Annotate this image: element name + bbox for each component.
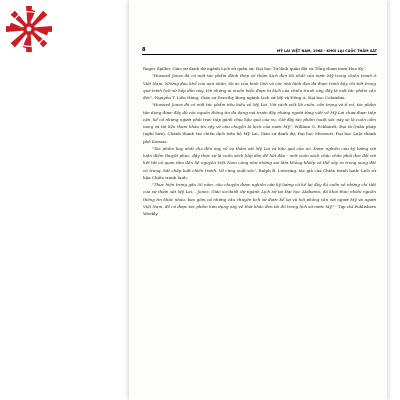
paragraph-attribution: Nguyễn T. Liên Hằng, Giáo sư Dorothy Borg ngành Lịch sử Mỹ và Đông Á, Đại học Columbia.	[153, 95, 346, 100]
paragraph-attribution: William G. Eckhardt, Đại tá Quân pháp (nghỉ hưu), Chánh thanh tra chiến dịch trên bộ Mỹ Lai, Giáo sư danh dự, Đại học Missouri, Đại học Luật thành phố Kansas.	[143, 124, 376, 144]
publisher-logo	[4, 4, 54, 54]
paragraph-quote: "Howard Jones đã có một tác phẩm đánh thép về thảm kịch đen tối nhất của nước Mỹ trong chiến tranh ở Việt Nam. Những đau khổ của nạn nhân, tội ác của binh lính và các nhà lãnh đạo đã được trình bày chi tiết trong quá trình lịch sử hấp dẫn này. Với những ai muốn hiểu được bi kịch của chiến tranh này, đây là một tác phẩm cần đọc",	[143, 73, 376, 100]
page-body	[143, 65, 376, 217]
paragraph	[143, 145, 376, 181]
page-number: 8	[142, 47, 146, 53]
paragraph-attribution: Roger Spiller, Giáo sư danh dự ngành Lịch sử quân sự, Đại học Tư lệnh quân đội và Tổng tham mưu Hoa Kỳ.	[143, 66, 365, 71]
paragraph	[143, 181, 376, 217]
paragraph	[143, 72, 376, 101]
paragraph	[143, 101, 376, 145]
paragraph-attribution: - Tạp chí Publishers Weekly.	[143, 203, 376, 216]
paragraph-attribution: Ralph B. Levering, tác giả của Chiến tranh lạnh: Lịch sử hậu Chiến tranh lạnh.	[143, 167, 376, 180]
paragraph-quote: "Howard Jones đã có một tác phẩm tiêu biểu về Mỹ Lai. Với cách viết lôi cuốn, cẩn trọng và tỉ mỉ, tác phẩm tận dụng được đầy đủ các nguồn thông tin đa dạng mà trước đây những người từng viết về Mỹ Lai chưa được tiếp cận, kể cả những người phải trực tiếp gánh chịu hậu quả của vụ. Giờ đây tác phẩm (xuất sắc này sẽ là cuốn cẩm nang và tài liệu tham khảo tin cậy về câu chuyện bi kịch của nước Mỹ",	[143, 102, 376, 129]
paragraph-quote: "Thực hiện trong gần 30 năm, câu chuyện được nghiên cứu kỹ lưỡng có kể lại đầy đủ cuốn về những chi tiết của sự thảm sát Mỹ Lai... Jones, Giáo sư danh dự ngành Lịch sử tại Đại học Alabama, đã khai thác nhiều nguồn thông tin khác nhau, bao gồm cả những câu chuyện lịch sử được kể lại và hồi phỏng vấn với người Mỹ và người Việt Nam, để có được tác phẩm hữu dụng này về thời khắc đen tối đó trong lịch sử nước Mỹ"	[143, 182, 376, 209]
running-title: MỸ LAI VIỆT NAM, 1968 - KHƠI LẠI CUỘC THẢM SÁT	[276, 49, 377, 53]
paragraph-quote: "Tác phẩm hay nhất cho đến nay về vụ thảm sát Mỹ Lai và hậu quả của nó. Được nghiên cứu kỹ lưỡng với luận điểm thuyết phục, đây thực sự là cuốn sách hấp dẫn để hết đầu - một cuốn sách chắc chắn phải đọc đối với hết tất cả quan tâm đến hệ nguyên Việt Nam cũng như những sai lầm khủng khiếp có thể xảy ra trong xung đột vũ trang, bất chấp luật chiến tranh. Vô cùng xuất sắc",	[143, 145, 376, 173]
paragraph	[143, 65, 376, 72]
book-page	[129, 0, 387, 400]
page-header	[142, 46, 377, 55]
